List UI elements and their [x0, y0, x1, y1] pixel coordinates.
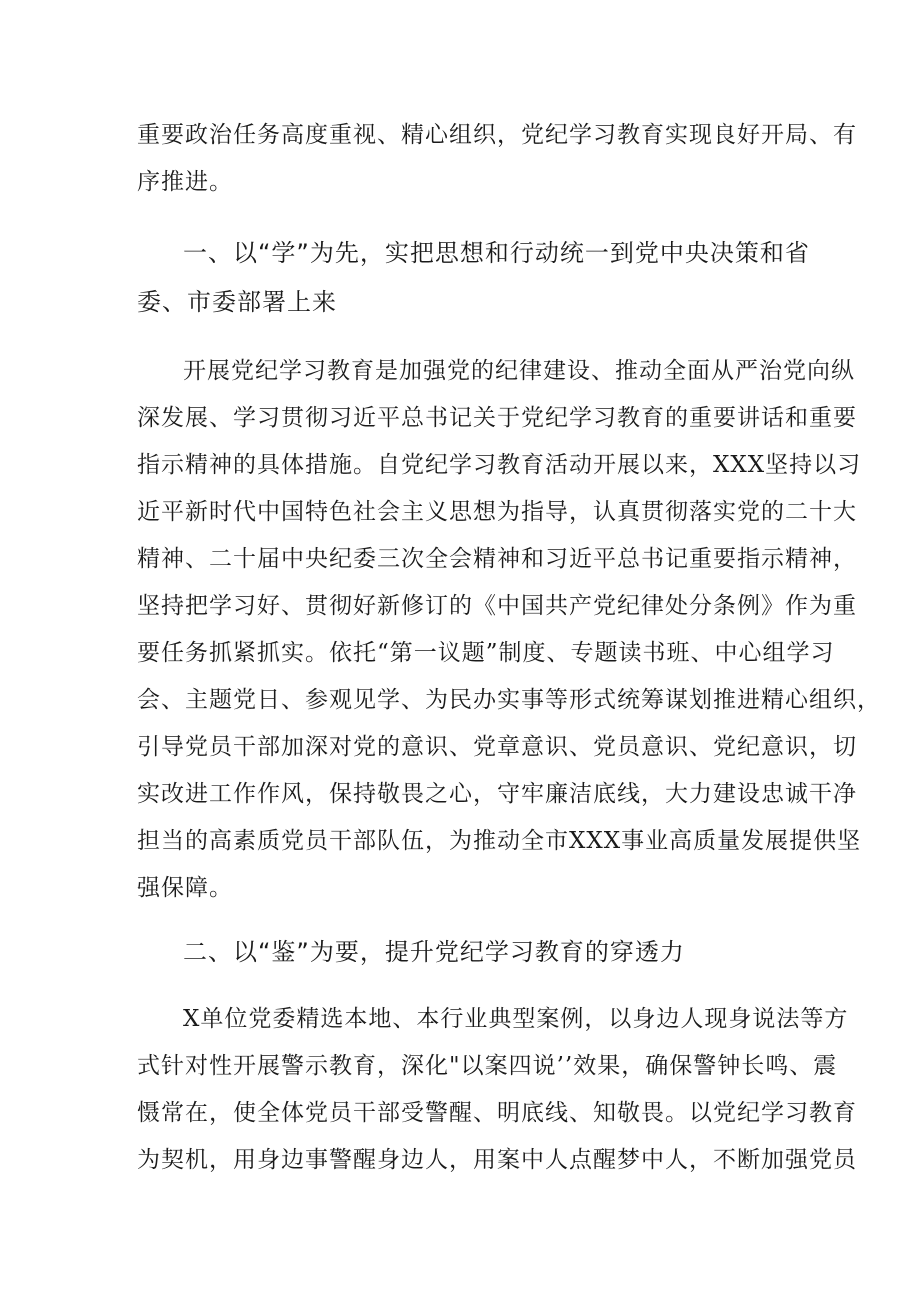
section2-body-line-3: 慑常在，使全体党员干部受警醒、明底线、知敬畏。以党纪学习教育	[137, 1100, 857, 1126]
section1-body-line-7: 要任务抓紧抓实。依托“第一议题”制度、专题读书班、中心组学习	[137, 640, 835, 666]
section1-heading-line-2: 委、市委部署上来	[137, 288, 337, 316]
section2-heading: 二、以“鉴”为要，提升党纪学习教育的穿透力	[183, 938, 685, 966]
intro-line-1: 重要政治任务高度重视、精心组织，党纪学习教育实现良好开局、有	[137, 122, 857, 148]
intro-line-2: 序推进。	[137, 169, 233, 195]
section1-body-line-2: 深发展、学习贯彻习近平总书记关于党纪学习教育的重要讲话和重要	[137, 405, 857, 431]
section1-body-line-11: 担当的高素质党员干部队伍，为推动全市XXX事业高质量发展提供坚	[137, 828, 862, 854]
section1-body-line-6: 坚持把学习好、贯彻好新修订的《中国共产党纪律处分条例》作为重	[137, 593, 857, 619]
section1-body-line-9: 引导党员干部加深对党的意识、党章意识、党员意识、党纪意识，切	[137, 734, 857, 760]
section2-body-line-1: X单位党委精选本地、本行业典型案例，以身边人现身说法等方	[183, 1006, 849, 1032]
section1-heading-line-1: 一、以“学”为先，实把思想和行动统一到党中央决策和省	[183, 239, 810, 267]
section2-body-line-2: 式针对性开展警示教育，深化"以案四说’’效果，确保警钟长鸣、震	[137, 1053, 838, 1079]
section1-body-line-10: 实改进工作作风，保持敬畏之心，守牢廉洁底线，大力建设忠诚干净	[137, 781, 857, 807]
section2-body-line-4: 为契机，用身边事警醒身边人，用案中人点醒梦中人，不断加强党员	[137, 1147, 857, 1173]
section1-body-line-5: 精神、二十届中央纪委三次全会精神和习近平总书记重要指示精神，	[137, 546, 857, 572]
section1-body-line-12: 强保障。	[137, 875, 233, 901]
section1-body-line-8: 会、主题党日、参观见学、为民办实事等形式统筹谋划推进精心组织，	[137, 687, 881, 713]
section1-body-line-3: 指示精神的具体措施。自党纪学习教育活动开展以来，XXX坚持以习	[137, 452, 862, 478]
section1-body-line-4: 近平新时代中国特色社会主义思想为指导，认真贯彻落实党的二十大	[137, 499, 857, 525]
section1-body-line-1: 开展党纪学习教育是加强党的纪律建设、推动全面从严治党向纵	[183, 358, 855, 384]
